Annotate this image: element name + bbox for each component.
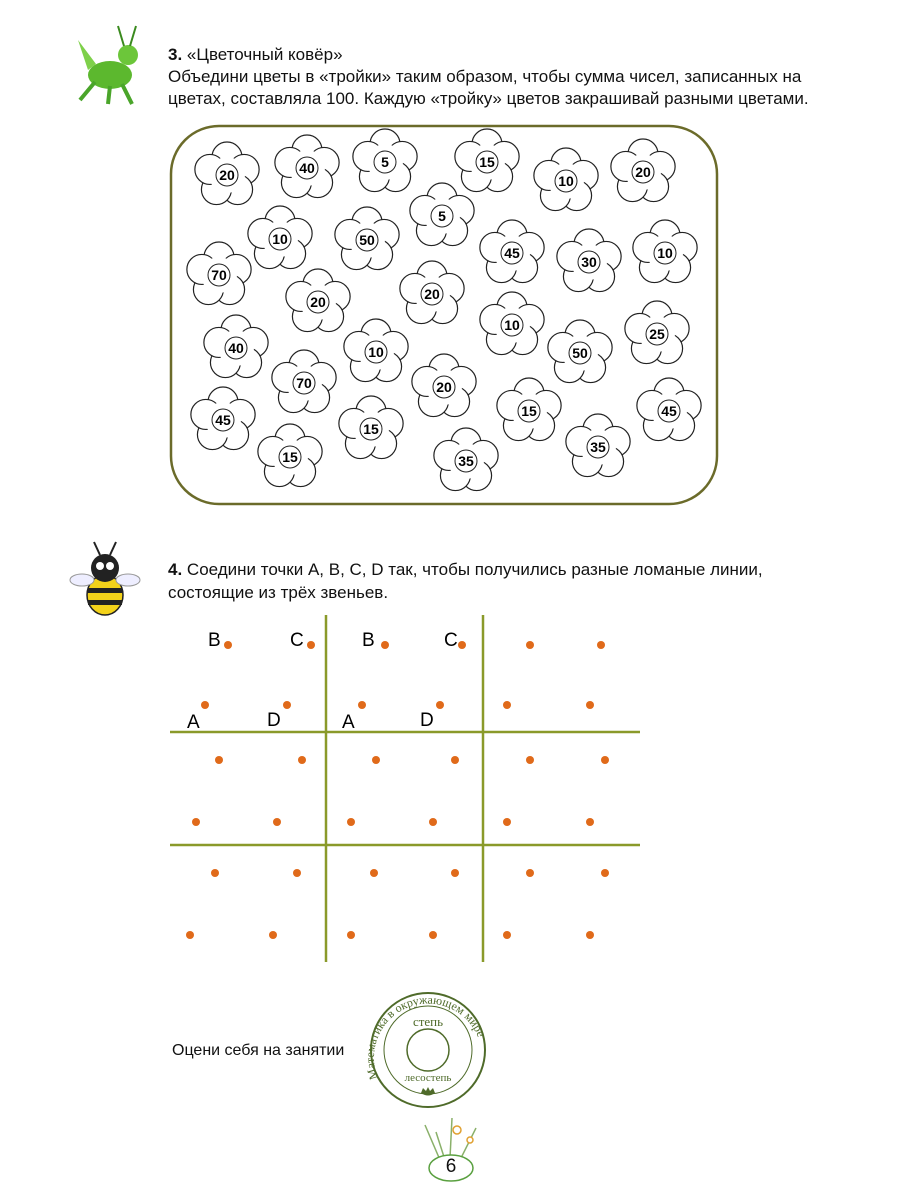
grid-dot[interactable]	[429, 931, 437, 939]
grid-dot[interactable]	[370, 869, 378, 877]
point-label-a: A	[187, 712, 200, 733]
svg-text:степь: степь	[412, 1014, 444, 1029]
flower-number: 50	[359, 232, 375, 248]
point-label-d: D	[420, 710, 434, 731]
flower[interactable]	[497, 378, 561, 441]
grid-dot[interactable]	[503, 818, 511, 826]
flower[interactable]	[286, 269, 350, 332]
flower-number: 15	[363, 421, 379, 437]
flower[interactable]	[335, 207, 399, 270]
grass-decoration	[425, 1118, 476, 1160]
flower[interactable]	[637, 378, 701, 441]
flower-number: 20	[436, 379, 452, 395]
flower[interactable]	[480, 292, 544, 355]
grid-dot[interactable]	[358, 701, 366, 709]
grid-dot[interactable]	[192, 818, 200, 826]
flower[interactable]	[412, 354, 476, 417]
flower-number: 20	[424, 286, 440, 302]
flower-number: 5	[438, 208, 446, 224]
flower-number: 70	[211, 267, 227, 283]
flower[interactable]	[410, 183, 474, 246]
flower-number: 45	[215, 412, 231, 428]
grid-dot[interactable]	[586, 701, 594, 709]
flower[interactable]	[191, 387, 255, 450]
grasshopper-icon	[78, 26, 138, 104]
task3-instruction-line2: цветах, составляла 100. Каждую «тройку» цветов закрашивай разными цветами.	[168, 89, 809, 108]
flower[interactable]	[534, 148, 598, 211]
grid-dot[interactable]	[381, 641, 389, 649]
flower-number: 35	[590, 439, 606, 455]
flower[interactable]	[557, 229, 621, 292]
flower[interactable]	[633, 220, 697, 283]
flower[interactable]	[275, 135, 339, 198]
self-assessment-label: Оцени себя на занятии	[172, 1042, 345, 1059]
grid-dot[interactable]	[451, 756, 459, 764]
flower[interactable]	[258, 424, 322, 487]
grid-dot[interactable]	[293, 869, 301, 877]
flower[interactable]	[566, 414, 630, 477]
flower[interactable]	[434, 428, 498, 491]
svg-text:лесостепь: лесостепь	[404, 1072, 452, 1084]
flower-number: 15	[282, 449, 298, 465]
flower-number: 40	[228, 340, 244, 356]
stamp-seal	[363, 992, 488, 1107]
task4-line1	[168, 559, 763, 581]
flower-number: 15	[479, 154, 495, 170]
flower[interactable]	[339, 396, 403, 459]
flower-number: 10	[657, 245, 673, 261]
grid-dot[interactable]	[503, 701, 511, 709]
flower[interactable]	[455, 129, 519, 192]
flower[interactable]	[272, 350, 336, 413]
flower[interactable]	[353, 129, 417, 192]
flower-number: 10	[558, 173, 574, 189]
grid-dot[interactable]	[429, 818, 437, 826]
flower-number: 20	[219, 167, 235, 183]
flower[interactable]	[611, 139, 675, 202]
page-number: 6	[445, 1156, 457, 1177]
grid-dot[interactable]	[211, 869, 219, 877]
bee-icon	[70, 542, 140, 615]
grid-dot[interactable]	[436, 701, 444, 709]
flower-number: 5	[381, 154, 389, 170]
flower-number: 10	[504, 317, 520, 333]
flower[interactable]	[625, 301, 689, 364]
flower-number: 10	[368, 344, 384, 360]
flowers-group	[187, 129, 701, 491]
flower[interactable]	[248, 206, 312, 269]
flower-number: 40	[299, 160, 315, 176]
point-label-c: C	[444, 630, 458, 651]
flower[interactable]	[204, 315, 268, 378]
task3-title: «Цветочный ковёр»	[186, 45, 343, 64]
point-label-d: D	[267, 710, 281, 731]
grid-dot[interactable]	[186, 931, 194, 939]
grid-dot[interactable]	[503, 931, 511, 939]
grid-dot[interactable]	[526, 641, 534, 649]
grid-dot[interactable]	[347, 818, 355, 826]
grid-dot[interactable]	[451, 869, 459, 877]
grid-dot[interactable]	[273, 818, 281, 826]
grid-dot[interactable]	[201, 701, 209, 709]
grid-dot[interactable]	[586, 818, 594, 826]
flower-number: 25	[649, 326, 665, 342]
flower-number: 35	[458, 453, 474, 469]
flower[interactable]	[187, 242, 251, 305]
flower-number: 70	[296, 375, 312, 391]
tulip-icon	[421, 1087, 435, 1096]
task3-instruction-line1: Объедини цветы в «тройки» таким образом, чтобы сумма чисел, записанных на	[168, 67, 802, 86]
point-label-a: A	[342, 712, 355, 733]
flower-number: 15	[521, 403, 537, 419]
grid-dot[interactable]	[597, 641, 605, 649]
grid-dot[interactable]	[307, 641, 315, 649]
grid-dot[interactable]	[347, 931, 355, 939]
flower-number: 20	[635, 164, 651, 180]
flower-number: 10	[272, 231, 288, 247]
point-label-c: C	[290, 630, 304, 651]
flower[interactable]	[548, 320, 612, 383]
flower-number: 30	[581, 254, 597, 270]
point-label-b: B	[208, 630, 221, 651]
grid-dot[interactable]	[224, 641, 232, 649]
flower-number: 50	[572, 345, 588, 361]
flower[interactable]	[400, 261, 464, 324]
grid-dot[interactable]	[458, 641, 466, 649]
grid-dot[interactable]	[526, 869, 534, 877]
grid-dot[interactable]	[283, 701, 291, 709]
task4-number: 4.	[168, 560, 183, 579]
grid-dot[interactable]	[372, 756, 380, 764]
point-label-b: B	[362, 630, 375, 651]
grid-dot[interactable]	[298, 756, 306, 764]
flower-number: 45	[504, 245, 520, 261]
task4-text: Соедини точки A, B, C, D так, чтобы получились разные ломаные линии,	[186, 560, 763, 579]
flower-number: 45	[661, 403, 677, 419]
dot-grid	[170, 615, 640, 962]
grid-dot[interactable]	[601, 756, 609, 764]
grid-dot[interactable]	[601, 869, 609, 877]
flower[interactable]	[195, 142, 259, 205]
grid-dot[interactable]	[586, 931, 594, 939]
grid-dot[interactable]	[269, 931, 277, 939]
task4-line2: состоящие из трёх звеньев.	[168, 583, 389, 602]
flower[interactable]	[344, 319, 408, 382]
task3-heading	[168, 44, 343, 66]
grid-dot[interactable]	[526, 756, 534, 764]
svg-text:Математика в окружающем мире: Математика в окружающем мире	[362, 992, 489, 1082]
flower-number: 20	[310, 294, 326, 310]
flower[interactable]	[480, 220, 544, 283]
grid-dot[interactable]	[215, 756, 223, 764]
task3-number: 3.	[168, 45, 183, 64]
